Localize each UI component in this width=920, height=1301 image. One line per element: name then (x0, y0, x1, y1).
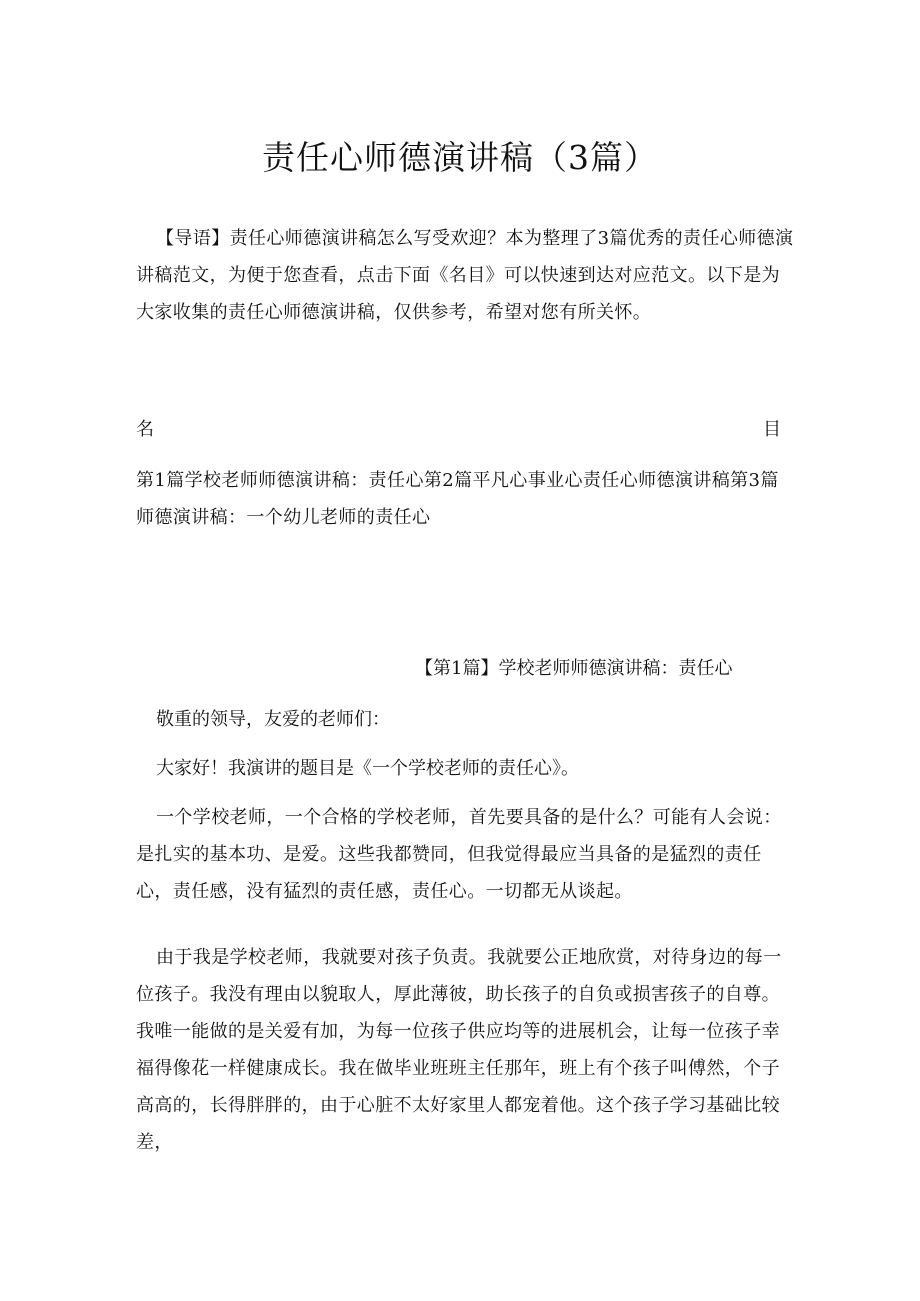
salutation: 敬重的领导，友爱的老师们： (156, 709, 390, 730)
intro-paragraph: 【导语】责任心师德演讲稿怎么写受欢迎？本为整理了3篇优秀的责任心师德演讲稿范文，为便于您查看，点击下面《名目》可以快速到达对应范文。以下是为大家收集的责任心师德演讲稿，仅供参考，希望对您有所关怀。 (136, 228, 794, 323)
section-heading: 【第1篇】学校老师师德演讲稿：责任心 (415, 658, 733, 679)
body-paragraph-2: 由于我是学校老师，我就要对孩子负责。我就要公正地欣赏，对待身边的每一位孩子。我没有理由以貌取人，厚此薄彼，助长孩子的自负或损害孩子的自尊。我唯一能做的是关爱有加，为每一位孩子供应均等的进展机会，让每一位孩子幸福得像花一样健康成长。我在做毕业班班主任那年，班上有个孩子叫傅然，个子高高的，长得胖胖的，由于心脏不太好家里人都宠着他。这个孩子学习基础比较差， (136, 947, 782, 1153)
document-title: 责任心师德演讲稿（3篇） (262, 138, 658, 177)
toc-links[interactable]: 第1篇学校老师师德演讲稿：责任心第2篇平凡心事业心责任心师德演讲稿第3篇师德演讲稿：一个幼儿老师的责任心 (136, 470, 779, 528)
toc-label-right: 目 (763, 419, 781, 440)
body-paragraph-1: 一个学校老师，一个合格的学校老师，首先要具备的是什么？可能有人会说：是扎实的基本功、是爱。这些我都赞同，但我觉得最应当具备的是猛烈的责任心，责任感，没有猛烈的责任感，责任心。一切都无从谈起。 (136, 807, 782, 902)
toc-label-left: 名 (136, 419, 154, 440)
greeting: 大家好！我演讲的题目是《一个学校老师的责任心》。 (156, 758, 579, 779)
